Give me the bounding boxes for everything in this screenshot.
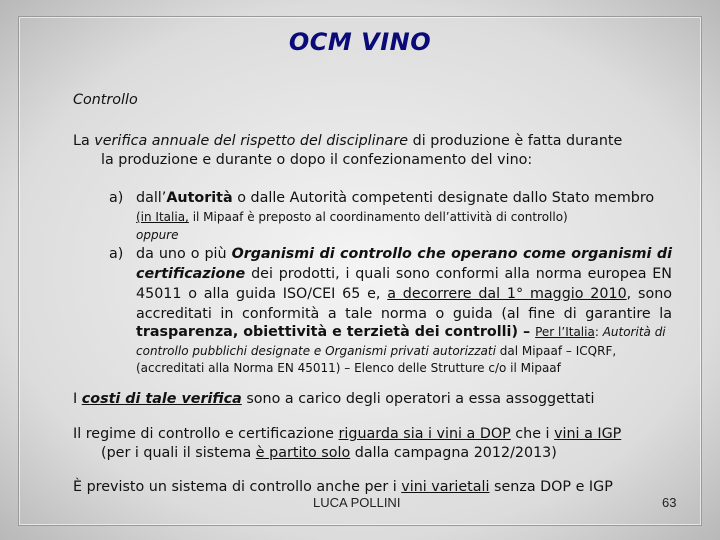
item-a2-line4: accreditati in conformità a tale norma o guida (al fine di garantire la: [136, 306, 672, 322]
page-number: 63: [662, 495, 677, 510]
slide-title: OCM VINO: [288, 28, 432, 56]
item-a2-marker: a): [109, 246, 124, 262]
item-a2-line7: (accreditati alla Norma EN 45011) – Elenco delle Strutture c/o il Mipaaf: [136, 361, 561, 375]
item-a1-marker: a): [109, 190, 124, 206]
item-a2-line1: da uno o più Organismi di controllo che operano come organismi di: [136, 246, 672, 262]
varietali-paragraph: È previsto un sistema di controllo anche per i vini varietali senza DOP e IGP: [73, 479, 613, 495]
section-heading: Controllo: [73, 92, 138, 108]
regime-line2: (per i quali il sistema è partito solo dalla campagna 2012/2013): [101, 445, 557, 461]
costi-paragraph: I costi di tale verifica sono a carico degli operatori a essa assoggettati: [73, 391, 595, 407]
para1-line2: la produzione e durante o dopo il confezionamento del vino:: [101, 152, 533, 168]
item-a2-line5: trasparenza, obiettività e terzietà dei controlli) – Per l’Italia: Autorità di: [136, 324, 666, 340]
item-a2-line2: certificazione dei prodotti, i quali sono conformi alla norma europea EN: [136, 266, 672, 282]
item-a2-line6: controllo pubblichi designate e Organismi privati autorizzati dal Mipaaf – ICQRF,: [136, 344, 617, 358]
regime-line1: Il regime di controllo e certificazione riguarda sia i vini a DOP che i vini a IGP: [73, 426, 622, 442]
oppure-label: oppure: [136, 228, 179, 242]
item-a1-text: dall’Autorità o dalle Autorità competenti designate dallo Stato membro: [136, 190, 655, 206]
footer-author: LUCA POLLINI: [313, 495, 401, 510]
para1-line1: La verifica annuale del rispetto del disciplinare di produzione è fatta durante: [73, 133, 623, 149]
item-a2-line3: 45011 o alla guida ISO/CEI 65 e, a decorrere dal 1° maggio 2010, sono: [136, 286, 672, 302]
item-a1-note: (in Italia, il Mipaaf è preposto al coordinamento dell’attività di controllo): [136, 210, 568, 224]
